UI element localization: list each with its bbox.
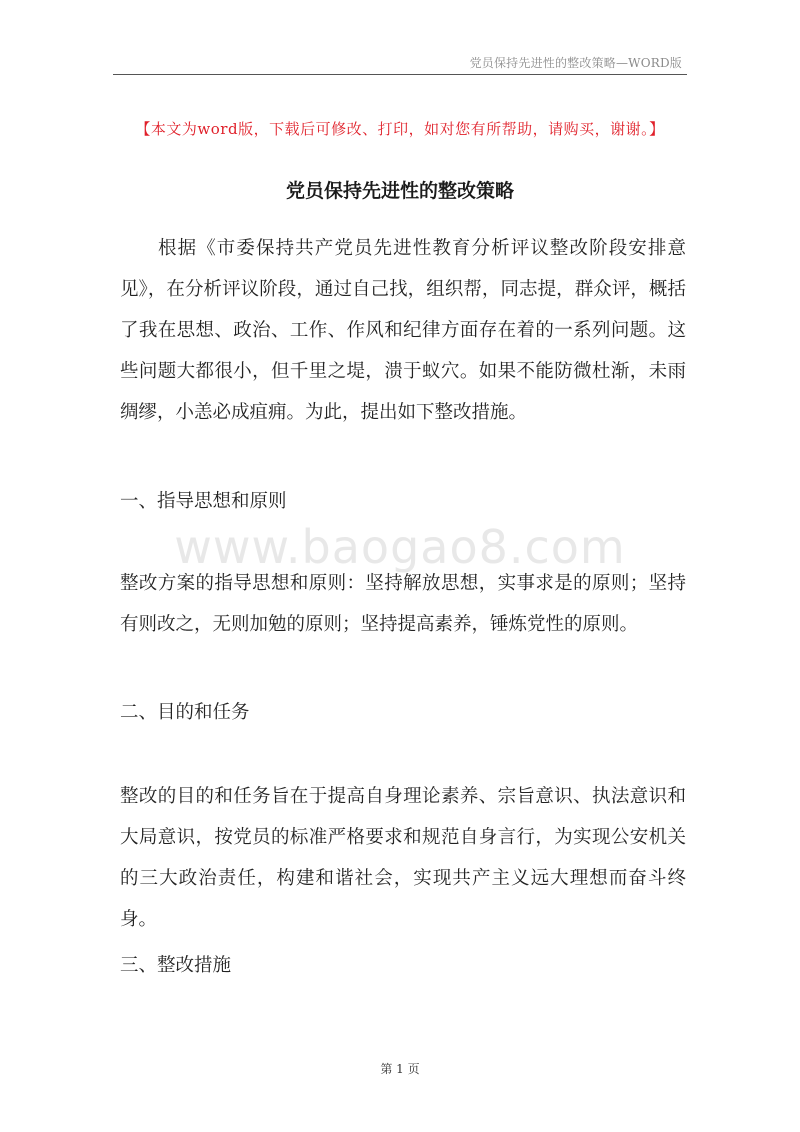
document-title: 党员保持先进性的整改策略 [285,180,514,202]
section-heading-2: 二、目的和任务 [120,702,250,723]
header-divider [113,74,687,75]
intro-paragraph: 根据《市委保持共产党员先进性教育分析评议整改阶段安排意见》，在分析评议阶段，通过自己找，组织帮，同志提，群众评，概括了我在思想、政治、工作、作风和纪律方面存在着的一系列问题。这些问题大都很小，但千里之堤，溃于蚁穴。如果不能防微杜渐，未雨绸缪，小恙必成疽痈。为此，提出如下整改措施。 [120,238,686,423]
section-heading-3: 三、整改措施 [120,955,232,976]
running-header: 党员保持先进性的整改策略—WORD版 [469,56,682,70]
section-1-paragraph: 整改方案的指导思想和原则：坚持解放思想，实事求是的原则；坚持有则改之，无则加勉的原则；坚持提高素养，锤炼党性的原则。 [120,573,686,635]
download-notice: 【本文为word版，下载后可修改、打印，如对您有所帮助，请购买，谢谢。】 [135,120,665,138]
section-2-paragraph: 整改的目的和任务旨在于提高自身理论素养、宗旨意识、执法意识和大局意识，按党员的标准严格要求和规范自身言行，为实现公安机关的三大政治责任，构建和谐社会，实现共产主义远大理想而奋斗终身。 [120,786,686,930]
page-number: 第 1 页 [380,1062,420,1076]
section-heading-1: 一、指导思想和原则 [120,491,287,512]
watermark: www.baogao8.com [174,520,626,574]
